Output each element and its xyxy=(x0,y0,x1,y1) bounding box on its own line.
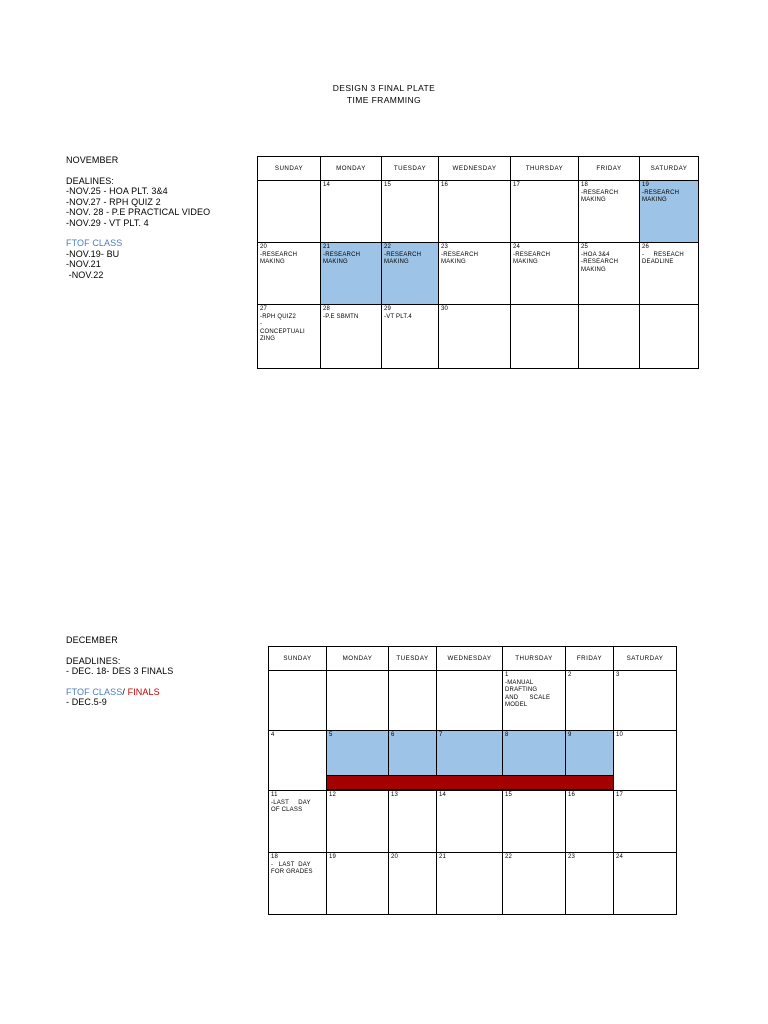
calendar-day-cell xyxy=(327,671,389,731)
calendar-day-cell xyxy=(439,181,511,243)
day-number: 20 xyxy=(260,244,268,250)
day-number: 14 xyxy=(323,182,331,188)
day-note: -RPH QUIZ2 xyxy=(260,313,297,320)
december-finals-label: FINALS xyxy=(127,686,160,697)
calendar-day-cell xyxy=(269,791,327,853)
weekday-header: SUNDAY xyxy=(269,647,327,671)
day-note: OF CLASS xyxy=(271,807,303,814)
day-note: ZING xyxy=(260,336,276,343)
calendar-day-cell xyxy=(579,181,640,243)
day-number: 26 xyxy=(642,244,650,250)
calendar-day-cell xyxy=(321,181,382,243)
day-note: - xyxy=(260,321,263,328)
day-number: 21 xyxy=(323,244,331,250)
day-number: 21 xyxy=(439,854,447,860)
day-note: -LAST DAY xyxy=(271,799,311,806)
calendar-day-cell xyxy=(614,671,677,731)
calendar-day-cell xyxy=(382,243,439,305)
day-note: AND SCALE xyxy=(505,694,551,701)
day-note: - LAST DAY xyxy=(271,861,311,868)
november-deadlines-label: DEALINES: xyxy=(66,175,114,186)
calendar-day-cell xyxy=(640,305,699,369)
title-line-2: TIME FRAMMING xyxy=(346,95,422,105)
calendar-day-cell xyxy=(321,305,382,369)
calendar-week-row xyxy=(258,305,699,369)
day-note: MAKING xyxy=(581,266,606,273)
day-note: DRAFTING xyxy=(505,687,538,694)
calendar-day-cell xyxy=(327,853,389,915)
calendar-day-cell xyxy=(258,243,321,305)
day-number: 4 xyxy=(271,732,275,738)
day-number: 8 xyxy=(505,732,509,738)
day-note: MAKING xyxy=(581,197,606,204)
weekday-header-row xyxy=(269,647,677,671)
day-note: - RESEACH xyxy=(642,251,684,258)
november-notes xyxy=(66,155,210,280)
day-number: 5 xyxy=(329,732,333,738)
day-number: 29 xyxy=(384,306,392,312)
day-number: 17 xyxy=(513,182,521,188)
day-number: 22 xyxy=(384,244,392,250)
title-line-1: DESIGN 3 FINAL PLATE xyxy=(332,83,436,93)
day-note: -RESEARCH xyxy=(581,189,619,196)
day-note: MAKING xyxy=(513,259,538,266)
day-note: MODEL xyxy=(505,702,528,709)
day-number: 28 xyxy=(323,306,331,312)
calendar-day-cell xyxy=(269,671,327,731)
day-note: -MANUAL xyxy=(505,679,534,686)
day-number: 16 xyxy=(568,792,576,798)
calendar-week-row xyxy=(269,791,677,853)
day-number: 2 xyxy=(568,672,572,678)
weekday-header: FRIDAY xyxy=(566,647,614,671)
november-deadline-item: -NOV. 28 - P.E PRACTICAL VIDEO xyxy=(66,207,211,217)
day-note: CONCEPTUALI xyxy=(260,328,305,335)
weekday-header: WEDNESDAY xyxy=(437,647,503,671)
day-number: 13 xyxy=(391,792,399,798)
day-note: MAKING xyxy=(384,259,409,266)
calendar-day-cell xyxy=(389,671,437,731)
weekday-header: MONDAY xyxy=(321,157,382,181)
calendar-day-cell xyxy=(389,853,437,915)
day-note: FOR GRADES xyxy=(271,869,313,876)
day-note: MAKING xyxy=(260,259,285,266)
december-ftof-item: - DEC.5-9 xyxy=(66,697,107,707)
day-number: 15 xyxy=(505,792,513,798)
calendar-day-cell xyxy=(579,305,640,369)
november-calendar xyxy=(257,156,699,369)
calendar-day-cell xyxy=(614,791,677,853)
december-ftof-separator: / xyxy=(122,686,128,697)
day-note: -VT PLT.4 xyxy=(384,313,412,320)
day-number: 30 xyxy=(441,306,449,312)
calendar-day-cell xyxy=(640,243,699,305)
day-number: 7 xyxy=(439,732,443,738)
day-number: 10 xyxy=(616,732,624,738)
calendar-day-cell xyxy=(437,791,503,853)
november-month: NOVEMBER xyxy=(66,155,119,165)
november-ftof-item: -NOV.22 xyxy=(66,269,104,280)
december-deadline-item: - DEC. 18- DES 3 FINALS xyxy=(66,666,174,676)
calendar-day-cell xyxy=(640,181,699,243)
day-note: DEADLINE xyxy=(642,259,674,266)
weekday-header-row xyxy=(258,157,699,181)
calendar-day-cell xyxy=(511,305,579,369)
day-number: 12 xyxy=(329,792,337,798)
weekday-header: SATURDAY xyxy=(640,157,699,181)
day-number: 14 xyxy=(439,792,447,798)
calendar-day-cell xyxy=(511,181,579,243)
weekday-header: THURSDAY xyxy=(503,647,566,671)
calendar-week-row xyxy=(269,671,677,731)
day-note: -P.E SBMTN xyxy=(323,313,359,320)
day-number: 16 xyxy=(441,182,449,188)
day-note: -RESEARCH xyxy=(323,251,361,258)
day-number: 23 xyxy=(441,244,449,250)
november-deadline-item: -NOV.27 - RPH QUIZ 2 xyxy=(66,196,161,207)
calendar-day-cell xyxy=(511,243,579,305)
december-notes xyxy=(66,635,173,708)
calendar-day-cell xyxy=(503,671,566,731)
calendar-day-cell xyxy=(439,243,511,305)
finals-week-bar xyxy=(326,775,614,790)
calendar-day-cell xyxy=(269,853,327,915)
weekday-header: TUESDAY xyxy=(382,157,439,181)
weekday-header: THURSDAY xyxy=(511,157,579,181)
calendar-day-cell xyxy=(269,731,327,791)
day-number: 20 xyxy=(391,854,399,860)
day-number: 18 xyxy=(271,854,279,860)
day-number: 3 xyxy=(616,672,620,678)
document-title xyxy=(0,82,768,106)
december-ftof-label: FTOF CLASS xyxy=(66,686,123,697)
calendar-day-cell xyxy=(382,181,439,243)
day-note: -RESEARCH xyxy=(581,259,619,266)
day-note: MAKING xyxy=(323,259,348,266)
day-note: -RESEARCH xyxy=(441,251,479,258)
november-deadline-item: -NOV.29 - VT PLT. 4 xyxy=(66,217,149,228)
day-note: -RESEARCH xyxy=(642,189,680,196)
calendar-day-cell xyxy=(382,305,439,369)
weekday-header: MONDAY xyxy=(327,647,389,671)
calendar-day-cell xyxy=(566,853,614,915)
calendar-week-row xyxy=(258,181,699,243)
calendar-day-cell xyxy=(579,243,640,305)
november-ftof-item: -NOV.19- BU xyxy=(66,248,120,259)
day-number: 24 xyxy=(513,244,521,250)
day-number: 17 xyxy=(616,792,624,798)
calendar-day-cell xyxy=(258,305,321,369)
calendar-day-cell xyxy=(614,853,677,915)
weekday-header: SATURDAY xyxy=(614,647,677,671)
weekday-header: SUNDAY xyxy=(258,157,321,181)
december-deadlines-label: DEADLINES: xyxy=(66,655,121,666)
day-note: -HOA 3&4 xyxy=(581,251,610,258)
day-note: -RESEARCH xyxy=(513,251,551,258)
day-note: -RESEARCH xyxy=(384,251,422,258)
calendar-day-cell xyxy=(566,671,614,731)
day-number: 22 xyxy=(505,854,513,860)
day-number: 1 xyxy=(505,672,509,678)
day-note: MAKING xyxy=(642,197,667,204)
calendar-day-cell xyxy=(437,853,503,915)
day-number: 9 xyxy=(568,732,572,738)
december-month: DECEMBER xyxy=(66,635,118,645)
day-number: 24 xyxy=(616,854,624,860)
calendar-day-cell xyxy=(439,305,511,369)
calendar-day-cell xyxy=(614,731,677,791)
day-number: 19 xyxy=(329,854,337,860)
day-number: 19 xyxy=(642,182,650,188)
calendar-day-cell xyxy=(321,243,382,305)
calendar-day-cell xyxy=(566,791,614,853)
weekday-header: WEDNESDAY xyxy=(439,157,511,181)
day-number: 6 xyxy=(391,732,395,738)
weekday-header: FRIDAY xyxy=(579,157,640,181)
november-deadline-item: -NOV.25 - HOA PLT. 3&4 xyxy=(66,186,168,196)
calendar-day-cell xyxy=(258,181,321,243)
day-note: -RESEARCH xyxy=(260,251,298,258)
calendar-week-row xyxy=(269,853,677,915)
weekday-header: TUESDAY xyxy=(389,647,437,671)
day-number: 15 xyxy=(384,182,392,188)
calendar-day-cell xyxy=(389,791,437,853)
day-number: 25 xyxy=(581,244,589,250)
calendar-day-cell xyxy=(503,853,566,915)
day-number: 23 xyxy=(568,854,576,860)
calendar-week-row xyxy=(258,243,699,305)
december-ftof-heading xyxy=(66,687,173,698)
calendar-day-cell xyxy=(437,671,503,731)
day-number: 27 xyxy=(260,306,268,312)
day-number: 18 xyxy=(581,182,589,188)
calendar-day-cell xyxy=(503,791,566,853)
november-ftof-label: FTOF CLASS xyxy=(66,238,123,248)
november-ftof-item: -NOV.21 xyxy=(66,259,101,269)
calendar-day-cell xyxy=(327,791,389,853)
day-number: 11 xyxy=(271,792,278,798)
day-note: MAKING xyxy=(441,259,466,266)
